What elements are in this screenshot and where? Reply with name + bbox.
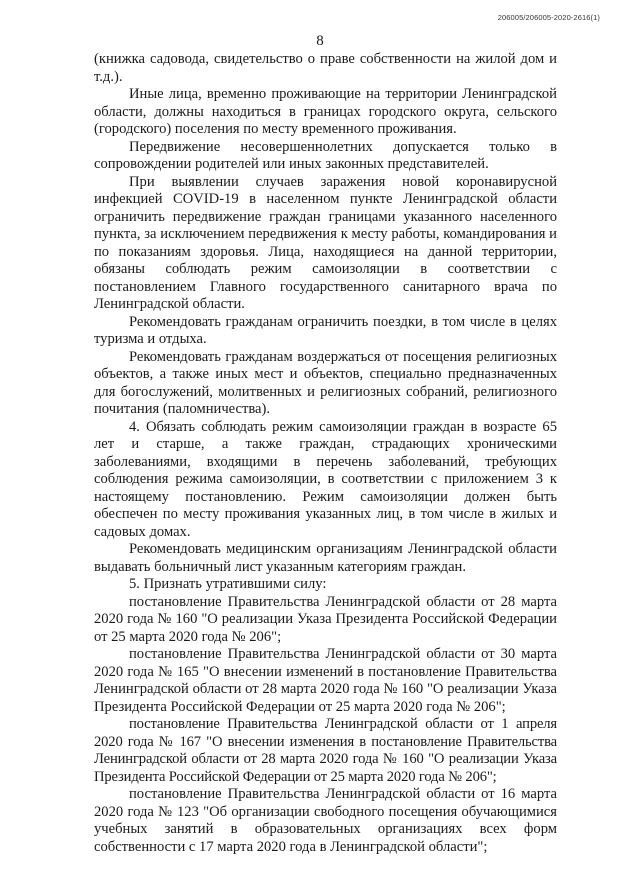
paragraph: постановление Правительства Ленинградской области от 16 марта 2020 года № 123 "Об организации свободного посещения обучающимися учебных занятий в образовательных организациях всех форм собственности с 17 марта 2020 года в Ленинградской области"; (94, 786, 557, 855)
paragraph: Иные лица, временно проживающие на территории Ленинградской области, должны находиться в границах городского округа, сельского (городского) поселения по месту временного проживания. (94, 86, 557, 137)
paragraph: Рекомендовать гражданам ограничить поездки, в том числе в целях туризма и отдыха. (94, 313, 557, 347)
paragraph: Передвижение несовершеннолетних допускается только в сопровождении родителей или иных законных представителей. (94, 138, 557, 172)
paragraph: Рекомендовать гражданам воздержаться от посещения религиозных объектов, а также иных мест и объектов, специально предназначенных для богослужений, молитвенных и религиозных собраний, религиозного почитания (паломничества). (94, 348, 557, 417)
paragraph: постановление Правительства Ленинградской области от 1 апреля 2020 года № 167 "О внесении изменения в постановление Правительства Ленинградской области от 28 марта 2020 года № 160 "О реализации Указа Президента Российской Федерации от 25 марта 2020 года № 206"; (94, 716, 557, 785)
paragraph: При выявлении случаев заражения новой коронавирусной инфекцией COVID-19 в населенном пункте Ленинградской области ограничить передвижение граждан границами указанного населенного пункта, за исключением передвижения к месту работы, командирования и по показаниям здоровья. Лица, находящиеся на данной территории, обязаны соблюдать режим самоизоляции в соответствии с постановлением Главного государственного санитарного врача по Ленинградской области. (94, 173, 557, 312)
document-id: 206005/206005-2020-2616(1) (497, 13, 600, 22)
document-body (94, 51, 557, 856)
paragraph: постановление Правительства Ленинградской области от 28 марта 2020 года № 160 "О реализации Указа Президента Российской Федерации от 25 марта 2020 года № 206"; (94, 593, 557, 645)
paragraph: 5. Признать утратившими силу: (129, 576, 327, 592)
paragraph: (книжка садовода, свидетельство о праве собственности на жилой дом и т.д.). (94, 51, 557, 85)
paragraph: 4. Обязать соблюдать режим самоизоляции граждан в возрасте 65 лет и старше, а также граждан, страдающих хроническими заболеваниями, входящими в перечень заболеваний, требующих соблюдения режима самоизоляции, в соответствии с приложением 3 к настоящему постановлению. Режим самоизоляции должен быть обеспечен по месту проживания указанных лиц, в том числе в жилых и садовых домах. (94, 418, 557, 540)
paragraph: Рекомендовать медицинским организациям Ленинградской области выдавать больничный лист указанным категориям граждан. (94, 541, 557, 575)
page-number: 8 (316, 33, 324, 49)
paragraph: постановление Правительства Ленинградской области от 30 марта 2020 года № 165 "О внесении изменений в постановление Правительства Ленинградской области от 28 марта 2020 года № 160 "О реализации Указа Президента Российской Федерации от 25 марта 2020 года № 206"; (94, 646, 557, 715)
